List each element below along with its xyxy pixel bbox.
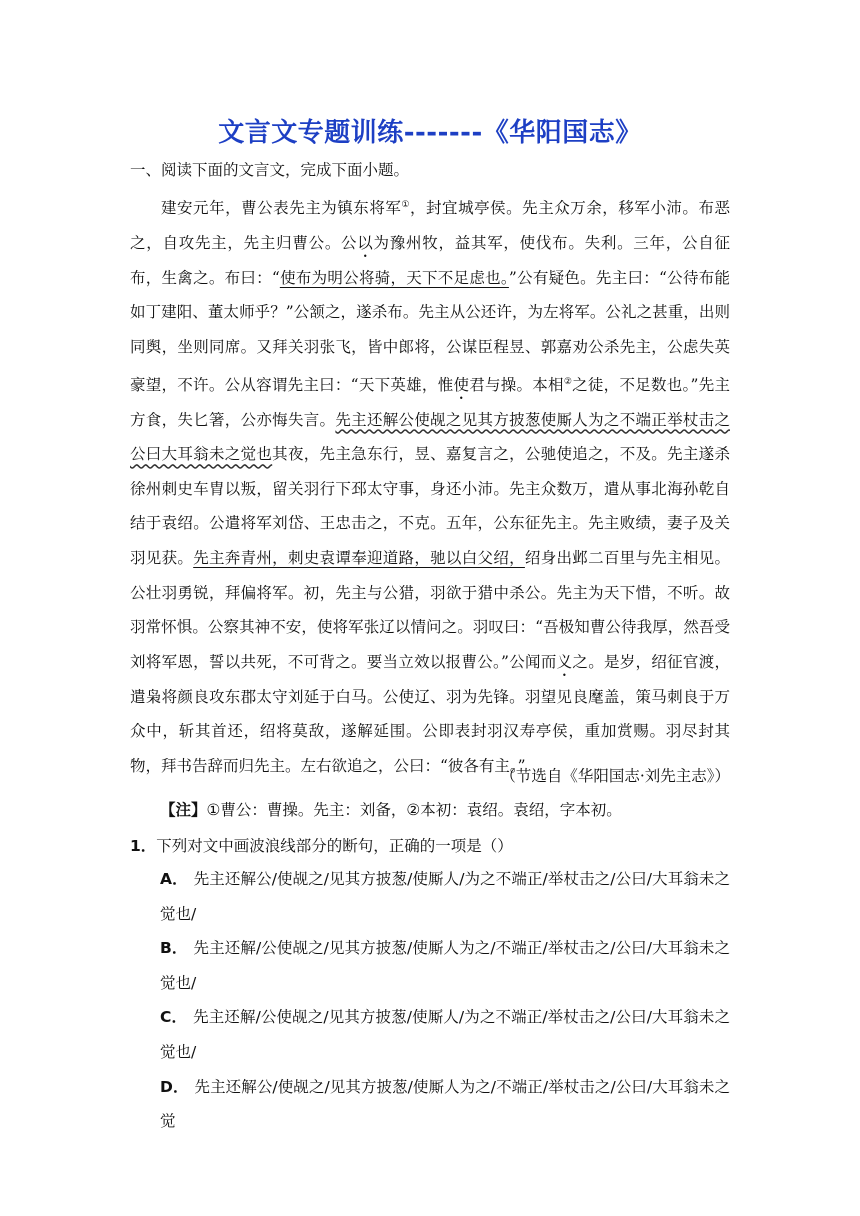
- option-text: 先主还解公/使觇之/见其方披葱/使厮人为之/不端正/举杖击之/公曰/大耳翁未之觉: [160, 1077, 730, 1131]
- passage-text: 其夜，先主急东行，昱、嘉复言之，公驰使追之，不及。先主遂杀徐州刺史车胄以叛，留关羽行下邳太守事，身还小沛。先主众数万，遣从事北海孙乾自结于袁绍。公遣将军刘岱、王忠击之，不克。五年，公东征先主。先主败绩，妻子及关羽见获。: [130, 445, 730, 568]
- option-text: 先主还解公/使觇之/见其方披葱/使厮人/为之不端正/举杖击之/公曰/大耳翁未之觉也/: [160, 870, 731, 923]
- passage-text: 绍身出邺二百里与先主相见。公壮羽勇锐，拜偏将军。初，先主与公猎，羽欲于猎中杀公。先主为天下惜，不听。故羽常怀惧。公察其神不安，使将军张辽以情问之。羽叹曰：“吾极知曹公待我厚，然吾受刘将军恩，誓以共死，不可背之。要当立效以报曹公。”公闻而: [130, 549, 730, 671]
- underlined-sentence: 先主奔青州，刺史袁谭奉迎道路，驰以白父绍，: [193, 549, 525, 568]
- passage-text: 之徒，不足数也。”先主方食，失匕箸，公亦悔失言。: [130, 375, 730, 429]
- option-text: 先主还解/公使觇之/见其方披葱/使厮人为之/不端正/举杖击之/公曰/大耳翁未之觉也/: [160, 939, 730, 992]
- question-stem: [130, 834, 513, 856]
- option-letter: B．: [160, 939, 188, 958]
- passage-text: 建安元年，曹公表先主为镇东将军: [161, 199, 402, 218]
- footnote-marker: ①: [401, 200, 410, 210]
- passage-paragraph: [130, 188, 730, 784]
- option-b[interactable]: [160, 931, 730, 1000]
- dotted-character: 使: [453, 375, 470, 394]
- question-number: 1．: [130, 837, 157, 855]
- option-d[interactable]: [160, 1070, 730, 1139]
- option-letter: C．: [160, 1008, 188, 1027]
- passage-text: ”公有疑色。先主曰：“公待布能如丁建阳、董太师乎？”公颔之，遂杀布。先主从公还许，为左将军。公礼之甚重，出则同舆，坐则同席。又拜关羽张飞，皆中郎将，公谋臣程昱、郭嘉劝公杀先主，公虑失英豪望，不许。公从容谓先主曰：“天下英雄，惟: [130, 268, 730, 394]
- option-text: 先主还解/公使觇之/见其方披葱/使厮人/为之不端正/举杖击之/公曰/大耳翁未之觉也/: [160, 1008, 730, 1061]
- passage-text: 为豫州牧，益其军，使伐布。失利。三年，公自征布，生禽之。布曰：“: [130, 233, 730, 287]
- wavy-underlined-sentence: 先主还解公使觇之见其方披葱使厮人为之不端正举杖击之公曰大耳翁未之觉也: [130, 410, 730, 464]
- section-instruction: 一、阅读下面的文言文，完成下面小题。: [130, 161, 410, 179]
- document-title: 文言文专题训练-------《华阳国志》: [218, 118, 642, 148]
- passage-text: ，封宜城亭侯。先主众万余，移军小沛。布恶之，自攻先主，先主归曹公。公: [130, 199, 730, 252]
- passage-source: （节选自《华阳国志·刘先主志》）: [500, 767, 730, 785]
- dotted-character: 以: [357, 233, 374, 252]
- option-c[interactable]: [160, 1000, 730, 1069]
- option-letter: D．: [160, 1077, 189, 1096]
- footnote-marker: ②: [563, 376, 573, 387]
- underlined-sentence: 使布为明公将骑，天下不足虑也。: [279, 268, 509, 287]
- annotation-note: [160, 798, 622, 820]
- answer-options: [160, 862, 730, 1139]
- option-letter: A．: [160, 870, 188, 888]
- passage-text: 之。是岁，绍征官渡，遣枭将颜良攻东郡太守刘延于白马。公使辽、羽为先锋。羽望见良麾盖，策马刺良于万众中，斩其首还，绍将莫敌，遂解延围。公即表封羽汉寿亭侯，重加赏赐。羽尽封其物，拜书告辞而归先主。左右欲追之，公曰：“彼各有主。”: [130, 652, 730, 776]
- dotted-character: 义: [556, 652, 573, 671]
- option-a[interactable]: [160, 862, 730, 931]
- question-text: 下列对文中画波浪线部分的断句，正确的一项是（）: [156, 837, 513, 855]
- note-text: ①曹公：曹操。先主：刘备，②本初：袁绍。袁绍，字本初。: [206, 801, 622, 819]
- note-label: 【注】: [160, 801, 207, 819]
- passage-text: 君与操。本相: [469, 375, 564, 394]
- classical-passage: [130, 188, 730, 784]
